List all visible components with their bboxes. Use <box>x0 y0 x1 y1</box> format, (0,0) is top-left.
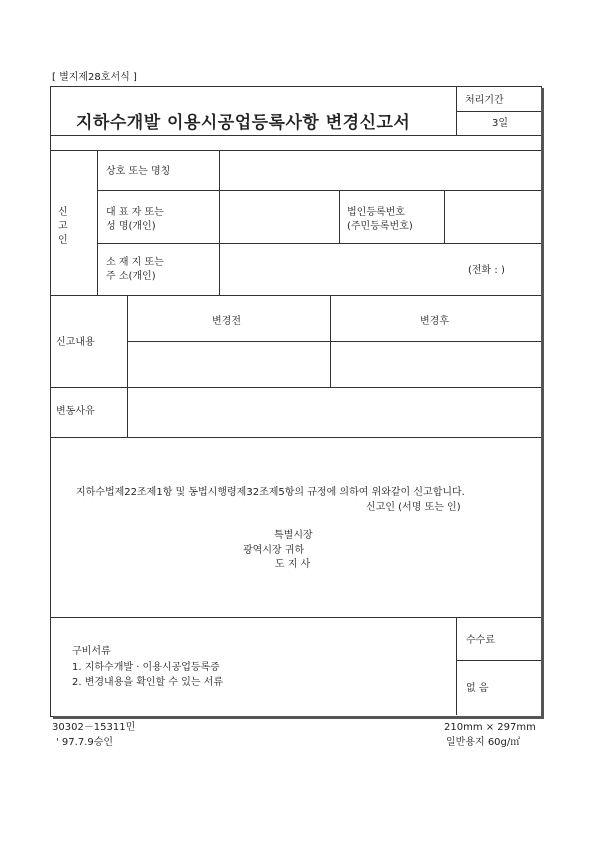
footer-paper-type: 일반용지 60g/㎡ <box>446 737 521 748</box>
form-title: 지하수개발 이용시공업등록사항 변경신고서 <box>76 113 411 133</box>
documents-title: 구비서류 <box>72 646 111 657</box>
applicant-signature: 신고인 (서명 또는 인) <box>366 502 461 513</box>
fee-label: 수수료 <box>466 635 495 646</box>
footer-form-code: 30302－15311민 <box>52 722 136 733</box>
documents-item-2: 2. 변경내용을 확인할 수 있는 서류 <box>72 677 224 688</box>
frame-shadow <box>541 88 544 718</box>
after-change-label: 변경후 <box>420 316 449 327</box>
before-change-label: 변경전 <box>212 316 241 327</box>
address-field[interactable] <box>222 246 462 293</box>
change-reason-label: 변동사유 <box>56 406 95 417</box>
recipient-line3: 도 지 사 <box>275 559 311 570</box>
processing-period-label: 처리기간 <box>465 95 504 106</box>
documents-item-1: 1. 지하수개발 · 이용시공업등록증 <box>72 662 220 673</box>
report-content-label: 신고내용 <box>56 337 95 348</box>
frame-shadow-bottom <box>53 716 544 719</box>
representative-name-field[interactable] <box>222 193 336 241</box>
recipient-line2: 광역시장 귀하 <box>243 545 305 556</box>
trade-name-label: 상호 또는 명칭 <box>106 166 171 177</box>
phone-label: (전화 : ) <box>468 265 505 276</box>
processing-period-value: 3일 <box>492 118 509 129</box>
corp-reg-number-field[interactable] <box>447 193 539 241</box>
address-label-line2: 주 소(개인) <box>106 271 156 282</box>
before-change-field[interactable] <box>130 344 327 385</box>
representative-label-line2: 성 명(개인) <box>106 221 156 232</box>
recipient-line1: 특별시장 <box>274 530 313 541</box>
footer-approval-date: ' 97.7.9승인 <box>56 737 114 748</box>
change-reason-field[interactable] <box>130 390 539 435</box>
footer-paper-size: 210mm × 297mm <box>444 722 536 733</box>
trade-name-field[interactable] <box>222 153 538 188</box>
declaration-statement: 지하수법제22조제1항 및 동법시행령제32조제5항의 규정에 의하여 위와같이 신고합니다. <box>76 487 465 498</box>
corp-reg-label-line1: 법인등록번호 <box>347 207 405 218</box>
fee-value: 없 음 <box>466 683 489 694</box>
address-label-line1: 소 재 지 또는 <box>106 257 164 268</box>
form-number: [ 별지제28호서식 ] <box>52 72 137 83</box>
representative-label-line1: 대 표 자 또는 <box>106 207 164 218</box>
after-change-field[interactable] <box>333 344 539 385</box>
corp-reg-label-line2: (주민등록번호) <box>347 221 413 232</box>
applicant-section-label: 신 고 인 <box>58 207 68 246</box>
